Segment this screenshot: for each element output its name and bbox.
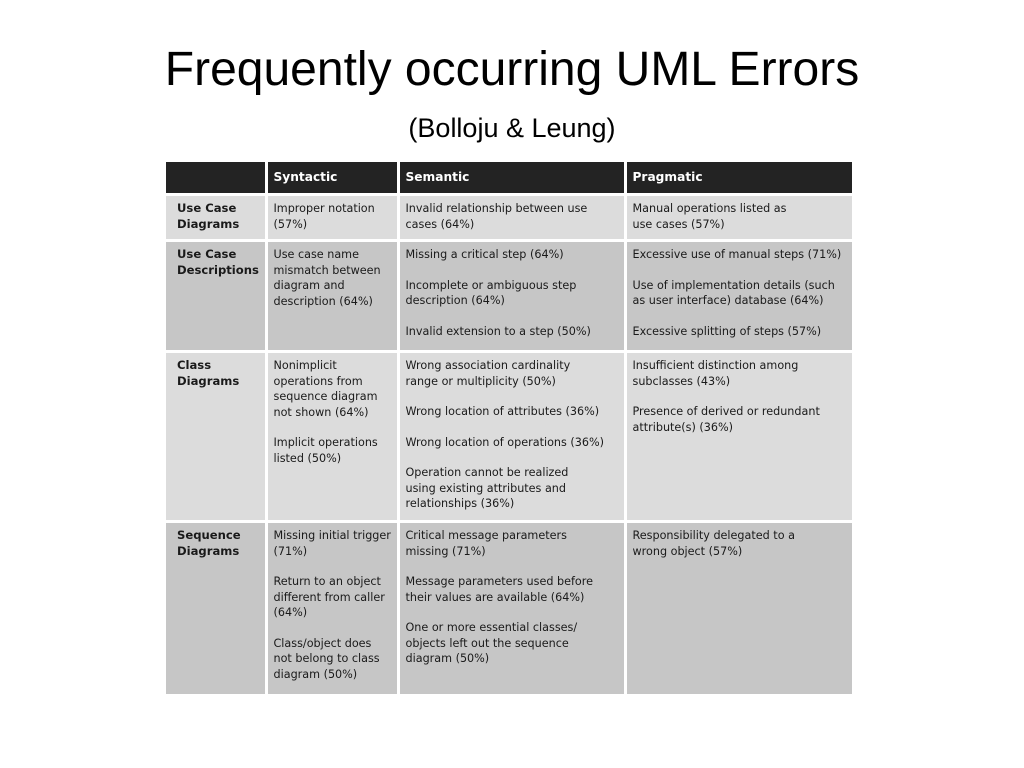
error-item: Nonimplicit operations from sequence diagram not shown (64%) xyxy=(273,359,378,419)
error-item: Excessive splitting of steps (57%) xyxy=(632,324,822,338)
error-item: Excessive use of manual steps (71%) xyxy=(632,248,842,261)
table-header-row xyxy=(166,162,852,195)
cell-pragmatic xyxy=(625,195,852,241)
uml-errors-table xyxy=(166,162,852,694)
cell-pragmatic xyxy=(625,352,852,522)
error-item: Critical message parameters missing (71%) xyxy=(405,529,567,558)
cell-semantic xyxy=(398,352,625,522)
error-item: Use case name mismatch between diagram and description (64%) xyxy=(273,248,381,308)
cell-syntactic xyxy=(266,522,398,695)
error-item: One or more essential classes/ objects left out the sequence diagram (50%) xyxy=(405,621,578,665)
error-item: Improper notation (57%) xyxy=(273,202,375,231)
table-row-class-diagrams xyxy=(166,352,852,522)
header-syntactic: Syntactic xyxy=(266,162,398,195)
error-item: Responsibility delegated to a wrong object (57%) xyxy=(632,529,795,558)
error-item: Operation cannot be realized using existing attributes and relationships (36%) xyxy=(405,466,569,510)
row-label xyxy=(166,352,266,522)
error-item: Invalid relationship between use cases (64%) xyxy=(405,202,588,231)
row-label-text: Class Diagrams xyxy=(177,358,240,388)
cell-pragmatic xyxy=(625,522,852,695)
row-label-text: Use Case Diagrams xyxy=(177,201,240,231)
cell-syntactic xyxy=(266,352,398,522)
table-row-sequence-diagrams xyxy=(166,522,852,695)
error-item: Wrong location of attributes (36%) xyxy=(405,405,600,418)
cell-semantic xyxy=(398,522,625,695)
cell-syntactic xyxy=(266,241,398,352)
error-item: Implicit operations listed (50%) xyxy=(273,436,378,465)
row-label xyxy=(166,522,266,695)
cell-syntactic xyxy=(266,195,398,241)
table-row-use-case-descriptions xyxy=(166,241,852,352)
cell-pragmatic xyxy=(625,241,852,352)
error-item: Class/object does not belong to class diagram (50%) xyxy=(273,636,380,681)
error-item: Missing a critical step (64%) xyxy=(405,248,564,261)
error-item: Insufficient distinction among subclasses (43%) xyxy=(632,359,799,388)
error-item: Presence of derived or redundant attribute(s) (36%) xyxy=(632,405,820,434)
error-item: Wrong location of operations (36%) xyxy=(405,435,604,449)
error-item: Use of implementation details (such as user interface) database (64%) xyxy=(632,278,835,307)
header-corner xyxy=(166,162,266,195)
error-item: Manual operations listed as use cases (57%) xyxy=(632,202,787,231)
slide-title: Frequently occurring UML Errors xyxy=(164,43,860,96)
error-item: Incomplete or ambiguous step description (64%) xyxy=(405,278,577,307)
error-item: Return to an object different from caller (64%) xyxy=(273,575,385,619)
error-item: Message parameters used before their values are available (64%) xyxy=(405,575,593,604)
header-pragmatic: Pragmatic xyxy=(625,162,852,195)
error-item: Wrong association cardinality range or multiplicity (50%) xyxy=(405,359,571,388)
cell-semantic xyxy=(398,195,625,241)
slide-subtitle: (Bolloju & Leung) xyxy=(408,113,616,143)
row-label-text: Use Case Descriptions xyxy=(177,247,259,277)
header-semantic: Semantic xyxy=(398,162,625,195)
row-label-text: Sequence Diagrams xyxy=(177,528,241,558)
row-label xyxy=(166,195,266,241)
row-label xyxy=(166,241,266,352)
table-row-use-case-diagrams xyxy=(166,195,852,241)
error-item: Missing initial trigger (71%) xyxy=(273,529,391,558)
cell-semantic xyxy=(398,241,625,352)
error-item: Invalid extension to a step (50%) xyxy=(405,324,591,338)
